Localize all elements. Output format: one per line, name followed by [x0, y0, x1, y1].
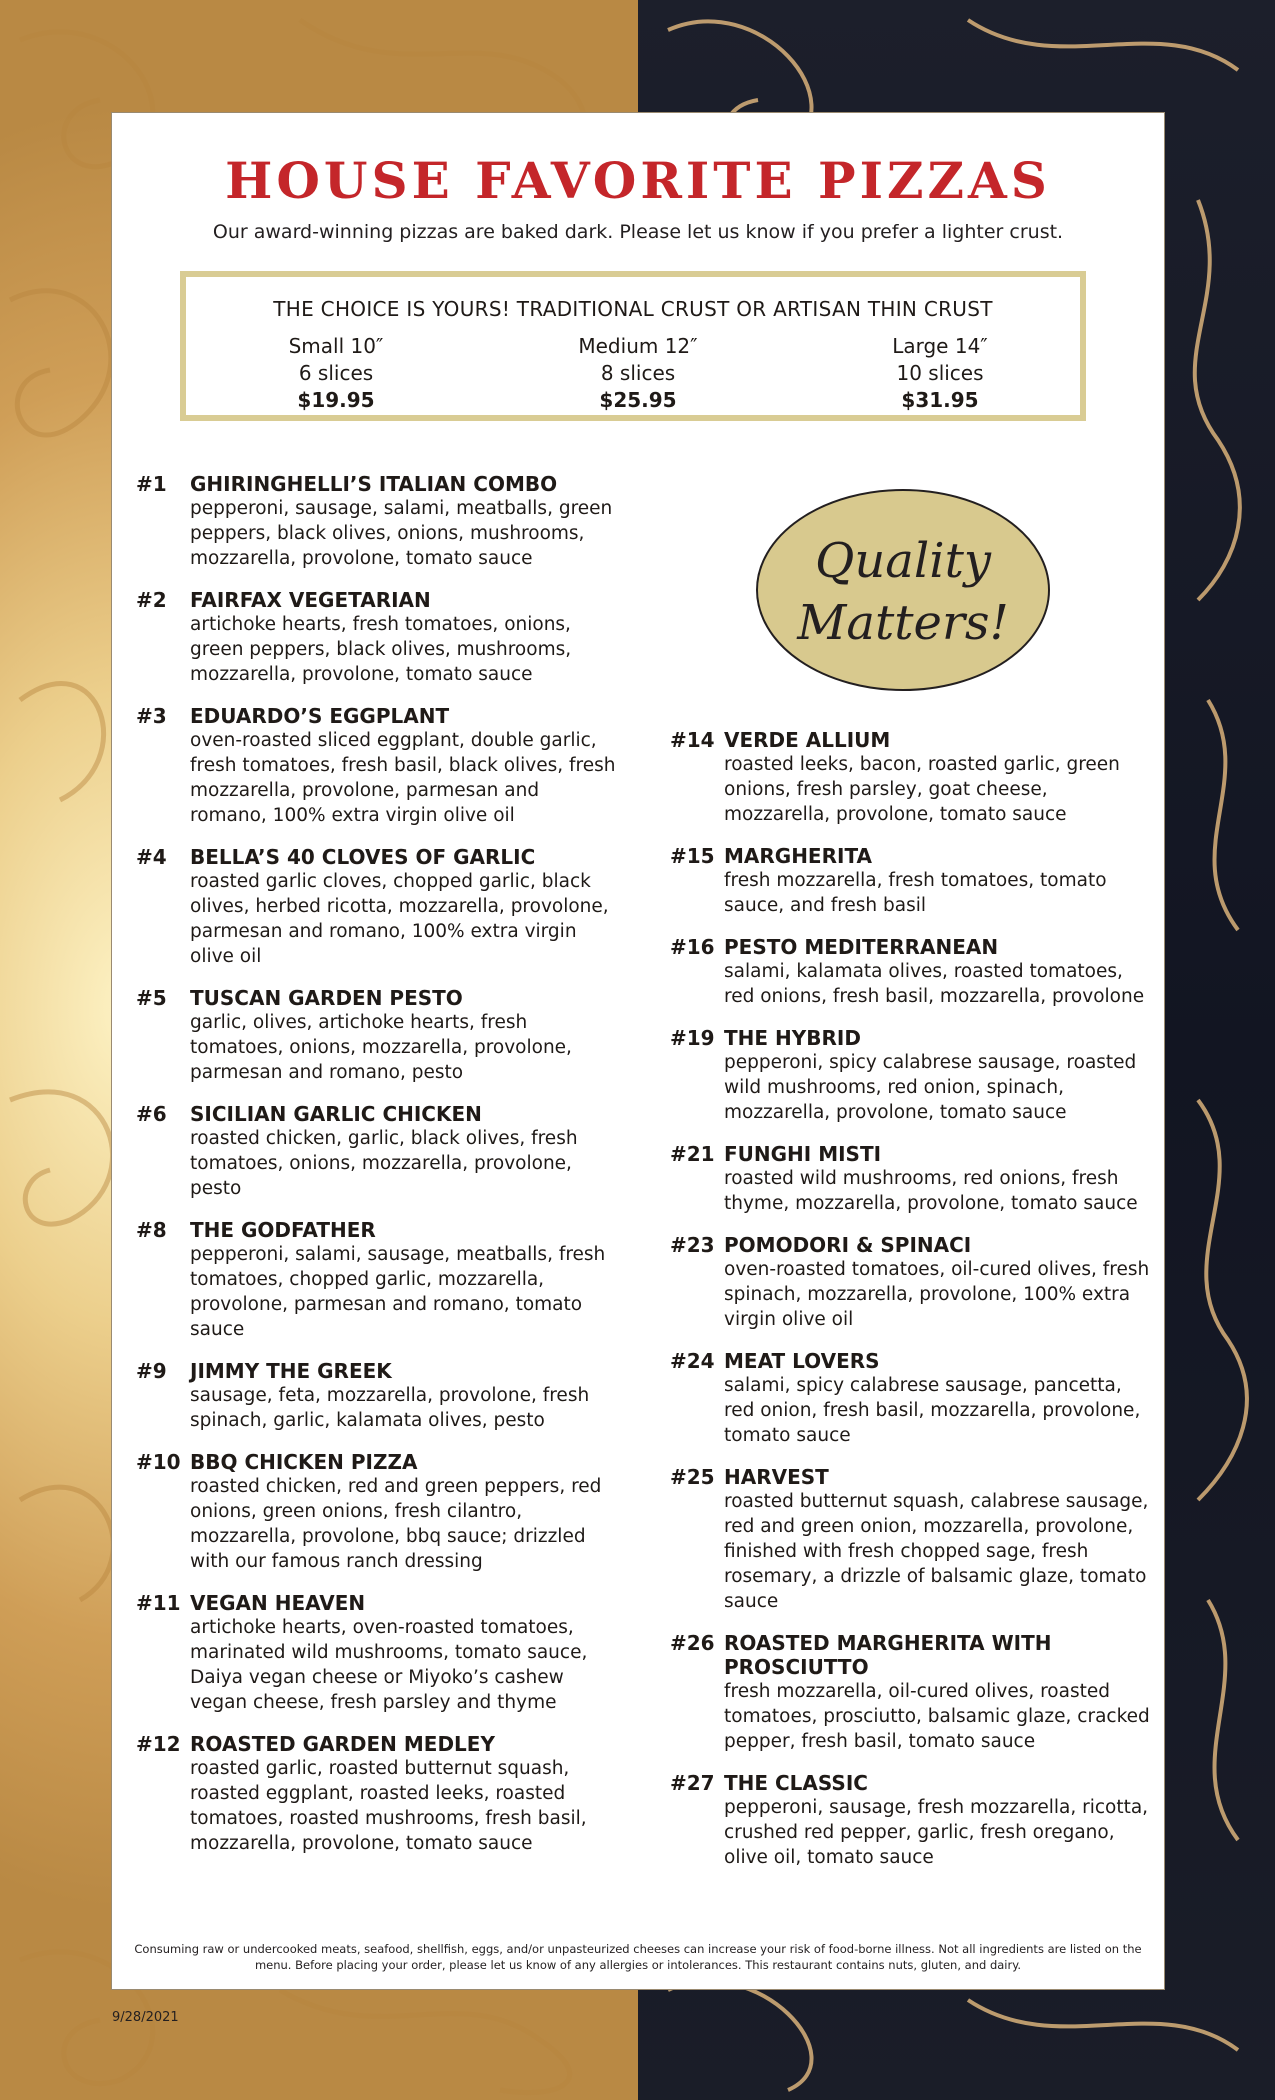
pizza-description: fresh mozzarella, oil-cured olives, roasted tomatoes, prosciutto, balsamic glaze, cracked pepper, fresh basil, tomato sauce: [724, 1681, 1150, 1752]
pizza-name: BBQ CHICKEN PIZZA: [190, 1450, 418, 1474]
size-price: $31.95: [901, 388, 979, 412]
pizza-name: HARVEST: [724, 1465, 829, 1489]
pizza-description: oven-roasted tomatoes, oil-cured olives, fresh spinach, mozzarella, provolone, 100% extra virgin olive oil: [724, 1259, 1150, 1330]
pizza-name: THE GODFATHER: [190, 1218, 376, 1242]
pizza-item: [670, 1771, 1150, 1870]
size-label: Small 10″: [288, 334, 384, 358]
pizza-number: #9: [136, 1359, 167, 1383]
menu-title: HOUSE FAVORITE PIZZAS: [225, 151, 1051, 210]
pizza-name: ROASTED MARGHERITA WITH PROSCIUTTO: [724, 1631, 1052, 1679]
pizza-list-right: [670, 728, 1150, 1887]
pizza-description: pepperoni, spicy calabrese sausage, roasted wild mushrooms, red onion, spinach, mozzarella, provolone, tomato sauce: [724, 1052, 1137, 1123]
pizza-number: #10: [136, 1450, 181, 1474]
pizza-item: [136, 1359, 616, 1433]
pizza-item: [670, 1465, 1150, 1614]
pizza-number: #8: [136, 1218, 167, 1242]
pizza-description: sausage, feta, mozzarella, provolone, fresh spinach, garlic, kalamata olives, pesto: [190, 1385, 590, 1431]
pizza-number: #1: [136, 472, 167, 496]
pizza-item: [136, 704, 616, 828]
pizza-item: [670, 728, 1150, 827]
pizza-description: roasted chicken, red and green peppers, red onions, green onions, fresh cilantro, mozzarella, provolone, bbq sauce; drizzled with our famous ranch dressing: [190, 1476, 602, 1572]
pizza-number: #27: [670, 1771, 715, 1795]
size-slices: 10 slices: [896, 361, 984, 385]
pizza-item: [670, 844, 1150, 918]
badge-line-2: Matters!: [797, 595, 1009, 651]
pizza-description: roasted garlic, roasted butternut squash, roasted eggplant, roasted leeks, roasted tomatoes, roasted mushrooms, fresh basil, mozzarella, provolone, tomato sauce: [190, 1758, 587, 1854]
size-large: [810, 333, 1070, 414]
quality-matters-badge: [754, 487, 1052, 693]
pizza-item: [670, 1349, 1150, 1448]
pizza-item: [670, 1142, 1150, 1216]
menu-subtitle: Our award-winning pizzas are baked dark. Please let us know if you prefer a lighter crust.: [212, 221, 1064, 243]
pizza-description: salami, spicy calabrese sausage, pancetta, red onion, fresh basil, mozzarella, provolone, tomato sauce: [724, 1375, 1141, 1446]
pizza-item: [136, 986, 616, 1085]
size-label: Medium 12″: [578, 334, 698, 358]
size-price: $19.95: [297, 388, 375, 412]
pizza-name: TUSCAN GARDEN PESTO: [190, 986, 463, 1010]
pizza-description: roasted garlic cloves, chopped garlic, black olives, herbed ricotta, mozzarella, provolone, parmesan and romano, 100% extra virgin olive oil: [190, 871, 609, 967]
pizza-number: #16: [670, 935, 715, 959]
pizza-number: #3: [136, 704, 167, 728]
pizza-description: pepperoni, sausage, salami, meatballs, green peppers, black olives, onions, mushrooms, mozzarella, provolone, tomato sauce: [190, 498, 613, 569]
pizza-name: FAIRFAX VEGETARIAN: [190, 588, 431, 612]
pizza-description: roasted butternut squash, calabrese sausage, red and green onion, mozzarella, provolone, finished with fresh chopped sage, fresh rosemary, a drizzle of balsamic glaze, tomato sauce: [724, 1491, 1149, 1612]
pizza-name: MARGHERITA: [724, 844, 873, 868]
pizza-description: roasted chicken, garlic, black olives, fresh tomatoes, onions, mozzarella, provolone, pesto: [190, 1128, 578, 1199]
pizza-item: [670, 1233, 1150, 1332]
pizza-description: fresh mozzarella, fresh tomatoes, tomato sauce, and fresh basil: [724, 870, 1107, 916]
pizza-item: [136, 1102, 616, 1201]
pizza-name: THE CLASSIC: [724, 1771, 868, 1795]
pizza-number: #21: [670, 1142, 715, 1166]
pizza-description: pepperoni, salami, sausage, meatballs, fresh tomatoes, chopped garlic, mozzarella, provolone, parmesan and romano, tomato sauce: [190, 1244, 606, 1340]
size-small: [206, 333, 466, 414]
pizza-number: #14: [670, 728, 715, 752]
pizza-description: roasted leeks, bacon, roasted garlic, green onions, fresh parsley, goat cheese, mozzarella, provolone, tomato sauce: [724, 754, 1120, 825]
crust-choice-heading: THE CHOICE IS YOURS! TRADITIONAL CRUST OR ARTISAN THIN CRUST: [273, 297, 993, 321]
pizza-item: [670, 1026, 1150, 1125]
pizza-item: [136, 1591, 616, 1715]
size-medium: [508, 333, 768, 414]
pizza-item: [136, 845, 616, 969]
pizza-name: GHIRINGHELLI’S ITALIAN COMBO: [190, 472, 558, 496]
pizza-item: [670, 1631, 1150, 1754]
size-price: $25.95: [599, 388, 677, 412]
pizza-number: #24: [670, 1349, 715, 1373]
pizza-number: #23: [670, 1233, 715, 1257]
pizza-description: artichoke hearts, oven-roasted tomatoes, marinated wild mushrooms, tomato sauce, Daiya vegan cheese or Miyoko’s cashew vegan cheese, fresh parsley and thyme: [190, 1617, 588, 1713]
pizza-name: THE HYBRID: [724, 1026, 861, 1050]
pizza-number: #12: [136, 1732, 181, 1756]
pizza-name: JIMMY THE GREEK: [190, 1359, 392, 1383]
pizza-name: PESTO MEDITERRANEAN: [724, 935, 999, 959]
pizza-name: SICILIAN GARLIC CHICKEN: [190, 1102, 482, 1126]
pizza-description: roasted wild mushrooms, red onions, fresh thyme, mozzarella, provolone, tomato sauce: [724, 1168, 1138, 1214]
pizza-item: [136, 1450, 616, 1574]
pizza-name: BELLA’S 40 CLOVES OF GARLIC: [190, 845, 536, 869]
crust-size-box: [180, 271, 1086, 421]
pizza-number: #11: [136, 1591, 181, 1615]
pizza-name: MEAT LOVERS: [724, 1349, 880, 1373]
pizza-item: [136, 588, 616, 687]
menu-card: [111, 112, 1165, 1990]
pizza-number: #5: [136, 986, 167, 1010]
pizza-number: #6: [136, 1102, 167, 1126]
pizza-name: VERDE ALLIUM: [724, 728, 891, 752]
pizza-description: pepperoni, sausage, fresh mozzarella, ricotta, crushed red pepper, garlic, fresh oregano, olive oil, tomato sauce: [724, 1797, 1149, 1868]
pizza-name: ROASTED GARDEN MEDLEY: [190, 1732, 495, 1756]
pizza-list-left: [136, 472, 616, 1873]
size-label: Large 14″: [892, 334, 988, 358]
size-slices: 6 slices: [298, 361, 374, 385]
pizza-item: [136, 1218, 616, 1342]
pizza-number: #2: [136, 588, 167, 612]
pizza-item: [136, 472, 616, 571]
size-slices: 8 slices: [600, 361, 676, 385]
pizza-number: #25: [670, 1465, 715, 1489]
pizza-number: #19: [670, 1026, 715, 1050]
pizza-name: VEGAN HEAVEN: [190, 1591, 366, 1615]
pizza-description: salami, kalamata olives, roasted tomatoes, red onions, fresh basil, mozzarella, provolone: [724, 961, 1145, 1007]
pizza-description: oven-roasted sliced eggplant, double garlic, fresh tomatoes, fresh basil, black olives, fresh mozzarella, provolone, parmesan and romano, 100% extra virgin olive oil: [190, 730, 616, 826]
pizza-item: [670, 935, 1150, 1009]
pizza-number: #15: [670, 844, 715, 868]
print-date: 9/28/2021: [112, 2010, 179, 2025]
pizza-name: POMODORI & SPINACI: [724, 1233, 972, 1257]
allergy-disclaimer: Consuming raw or undercooked meats, seafood, shellfish, eggs, and/or unpasteurized cheeses can increase your risk of food-borne illness. Not all ingredients are listed on the menu. Before placing your order, please let us know of any allergies or intolerances. This restaurant contains nuts, gluten, and dairy.: [134, 1942, 1142, 1972]
pizza-number: #26: [670, 1631, 715, 1655]
pizza-item: [136, 1732, 616, 1856]
pizza-description: garlic, olives, artichoke hearts, fresh tomatoes, onions, mozzarella, provolone, parmesan and romano, pesto: [190, 1012, 572, 1083]
pizza-description: artichoke hearts, fresh tomatoes, onions, green peppers, black olives, mushrooms, mozzarella, provolone, tomato sauce: [190, 614, 572, 685]
badge-line-1: Quality: [815, 533, 991, 589]
pizza-name: EDUARDO’S EGGPLANT: [190, 704, 450, 728]
pizza-number: #4: [136, 845, 167, 869]
pizza-name: FUNGHI MISTI: [724, 1142, 882, 1166]
